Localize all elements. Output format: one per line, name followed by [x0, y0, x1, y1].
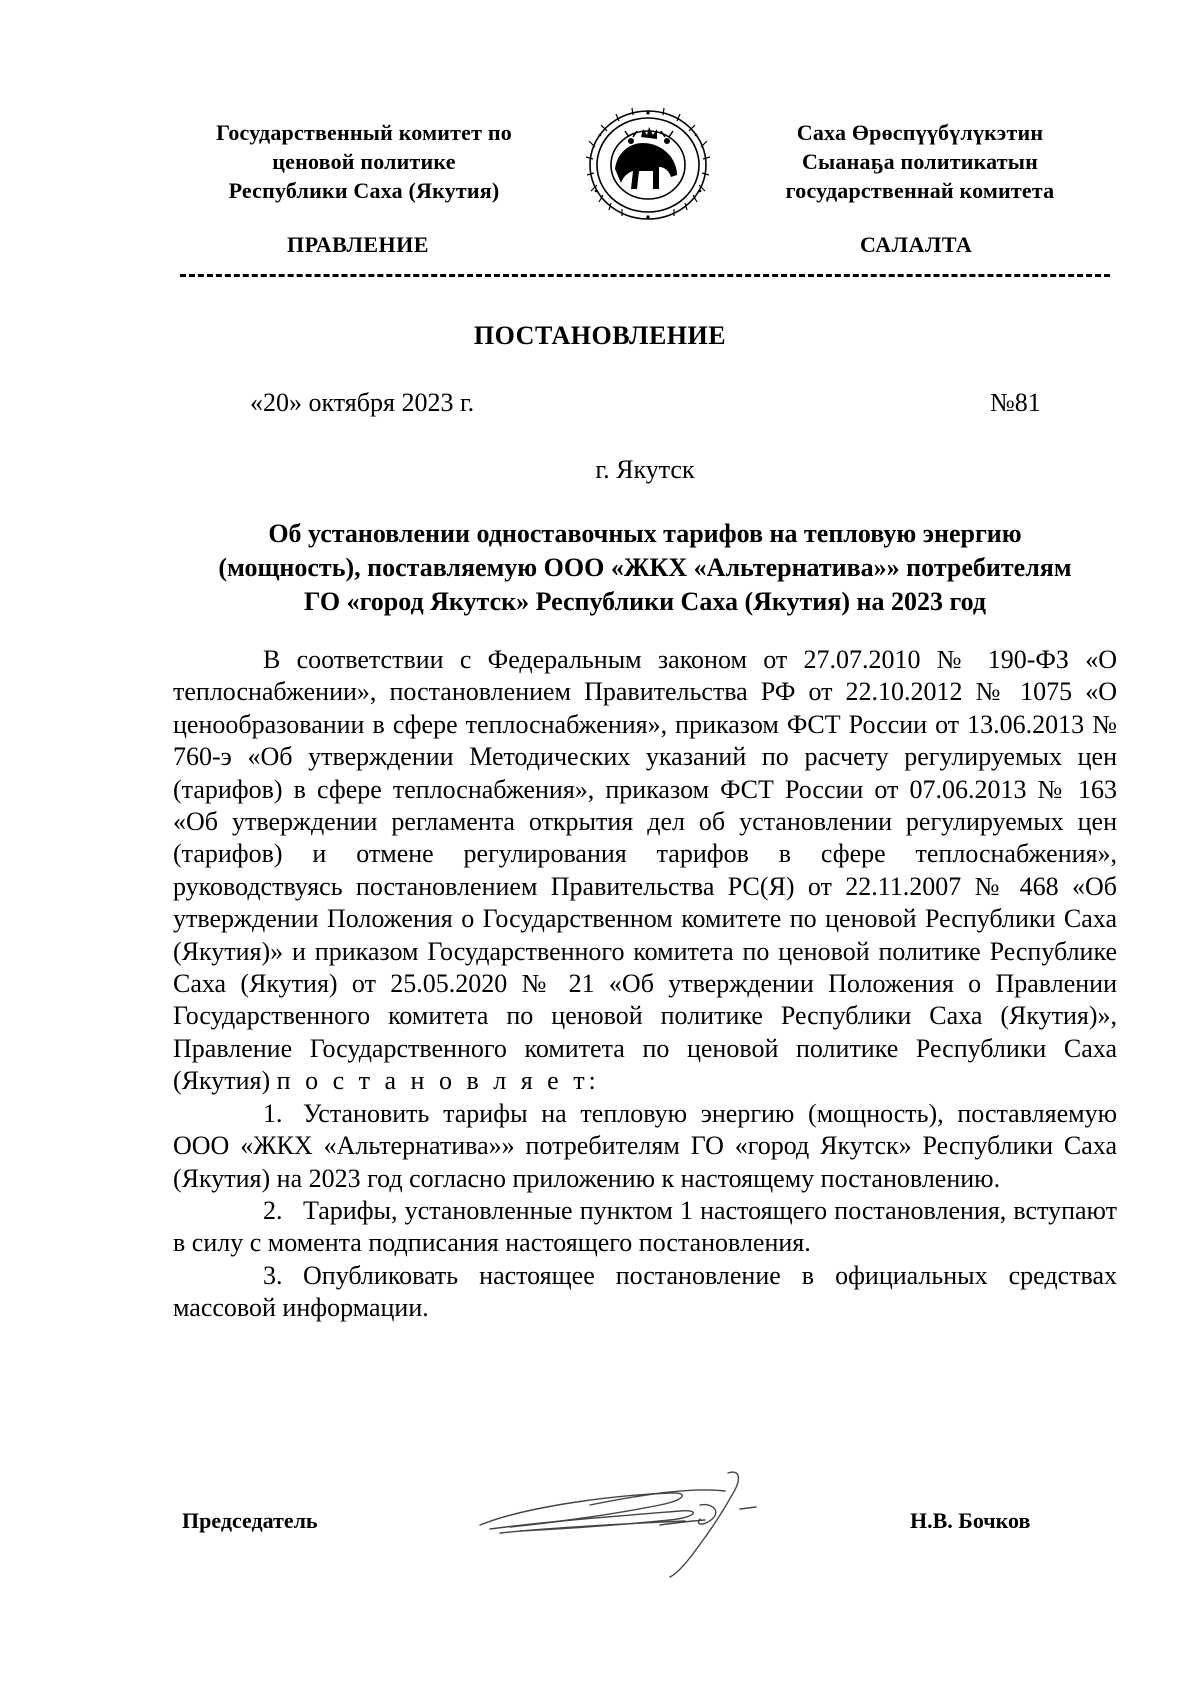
header-right-line: Сыанаҕа политикатын	[801, 149, 1039, 174]
list-item	[173, 1098, 1117, 1195]
title-line: Об установлении одноставочных тарифов на тепловую энергию	[268, 519, 1022, 548]
header-left	[168, 118, 560, 205]
signature-icon	[470, 1465, 790, 1580]
list-item	[173, 1260, 1117, 1325]
signatory-position: Председатель	[182, 1508, 318, 1533]
list-item-number: 3.	[263, 1260, 283, 1290]
header-right	[720, 118, 1120, 205]
board-label-sakha: САЛАЛТА	[860, 232, 973, 257]
header-left-line: Государственный комитет по	[216, 120, 512, 145]
preamble-paragraph	[173, 644, 1117, 1098]
list-item-text: Опубликовать настоящее постановление в официальных средствах массовой информации.	[173, 1260, 1117, 1323]
header-right-line: государственнай комитета	[785, 178, 1055, 203]
document-body	[173, 644, 1117, 1325]
document-city: г. Якутск	[595, 455, 695, 484]
list-item-number: 1.	[263, 1098, 283, 1128]
list-item-number: 2.	[263, 1195, 283, 1225]
preamble-text: В соответствии с Федеральным законом от 27.07.2010 № 190-ФЗ «О теплоснабжении», постановлением Правительства РФ от 22.10.2012 № 1075 «О ценообразовании в сфере теплоснабжения», приказом ФСТ России от 13.06.2013 № 760-э «Об утверждении Методических указаний по расчету регулируемых цен (тарифов) в сфере теплоснабжения», приказом ФСТ России от 07.06.2013 № 163 «Об утверждении регламента открытия дел об установлении регулируемых цен (тарифов) и отмене регулирования тарифов в сфере теплоснабжения», руководствуясь постановлением Правительства РС(Я) от 22.11.2007 № 468 «Об утверждении Положения о Государственном комитете по ценовой Республики Саха (Якутия)» и приказом Государственного комитета по ценовой политике Республике Саха (Якутия) от 25.05.2020 № 21 «Об утверждении Положения о Правлении Государственного комитета по ценовой политике Республики Саха (Якутия)», Правление Государственного комитета по ценовой политике Республики Саха (Якутия)	[173, 645, 1117, 1096]
header-divider	[180, 274, 1110, 277]
list-item-text: Тарифы, установленные пунктом 1 настоящего постановления, вступают в силу с момента подписания настоящего постановления.	[173, 1195, 1117, 1258]
document-date: «20» октября 2023 г.	[250, 388, 475, 417]
signatory-name: Н.В. Бочков	[910, 1508, 1031, 1533]
title-line: ГО «город Якутск» Республики Саха (Якутия) на 2023 год	[303, 587, 987, 616]
header-left-line: Республики Саха (Якутия)	[228, 178, 500, 203]
title-line: (мощность), поставляемую ООО «ЖКХ «Альтернатива»» потребителям	[218, 553, 1072, 582]
header-left-line: ценовой политике	[272, 149, 456, 174]
board-label-ru: ПРАВЛЕНИЕ	[287, 232, 429, 257]
document-number: №81	[990, 388, 1041, 417]
document-type: ПОСТАНОВЛЕНИЕ	[473, 321, 727, 350]
list-item	[173, 1195, 1117, 1260]
header-right-line: Саха Өрөспүүбүлүкэтин	[796, 120, 1044, 145]
resolves-text: п о с т а н о в л я е т:	[276, 1066, 600, 1096]
coat-of-arms-icon	[585, 107, 711, 223]
document-title	[170, 517, 1120, 619]
list-item-text: Установить тарифы на тепловую энергию (мощность), поставляемую ООО «ЖКХ «Альтернатива»» потребителям ГО «город Якутск» Республики Саха (Якутия) на 2023 год согласно приложению к настоящему постановлению.	[173, 1098, 1117, 1193]
